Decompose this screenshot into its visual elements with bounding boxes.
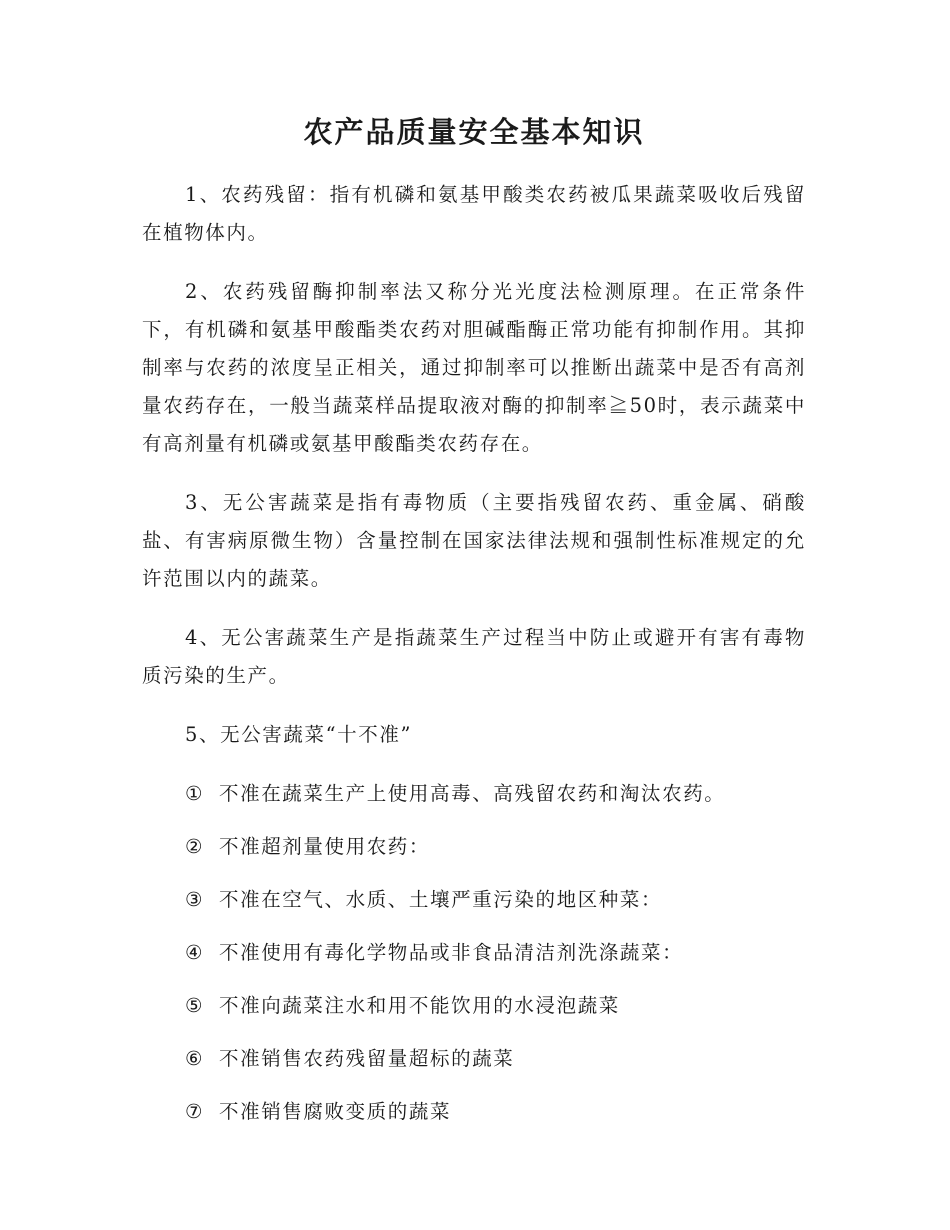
list-item-text: 不准在蔬菜生产上使用高毒、高残留农药和淘汰农药。 bbox=[219, 782, 726, 805]
list-item-text: 不准销售农药残留量超标的蔬菜 bbox=[219, 1047, 515, 1070]
paragraph-pollution-free-vegetables: 3、无公害蔬菜是指有毒物质（主要指残留农药、重金属、硝酸盐、有害病原微生物）含量控制在国家法律法规和强制性标准规定的允许范围以内的蔬菜。 bbox=[142, 491, 806, 590]
list-item bbox=[142, 987, 806, 1025]
paragraph-pollution-free-production: 4、无公害蔬菜生产是指蔬菜生产过程当中防止或避开有害有毒物质污染的生产。 bbox=[142, 626, 806, 687]
paragraph-enzyme-inhibition: 2、农药残留酶抑制率法又称分光光度法检测原理。在正常条件下，有机磷和氨基甲酸酯类农药对胆碱酯酶正常功能有抑制作用。其抑制率与农药的浓度呈正相关，通过抑制率可以推断出蔬菜中是否有高剂量农药存在，一般当蔬菜样品提取液对酶的抑制率≧50时，表示蔬菜中有高剂量有机磷或氨基甲酸酯类农药存在。 bbox=[142, 280, 806, 455]
list-item bbox=[142, 881, 806, 919]
paragraph-ten-prohibitions-heading: 5、无公害蔬菜“十不准” bbox=[185, 723, 413, 746]
paragraph-pesticide-residue: 1、农药残留：指有机磷和氨基甲酸类农药被瓜果蔬菜吸收后残留在植物体内。 bbox=[142, 183, 806, 244]
list-item-number: ⑦ bbox=[185, 1100, 205, 1123]
document-page bbox=[142, 108, 806, 1146]
list-item-text: 不准使用有毒化学物品或非食品清洁剂洗涤蔬菜： bbox=[219, 941, 684, 964]
list-item-number: ① bbox=[185, 782, 205, 805]
list-item-text: 不准超剂量使用农药： bbox=[219, 835, 431, 858]
list-item-number: ④ bbox=[185, 941, 205, 964]
list-item-number: ③ bbox=[185, 888, 205, 911]
list-item bbox=[142, 775, 806, 813]
list-item-number: ② bbox=[185, 835, 205, 858]
list-item-text: 不准销售腐败变质的蔬菜 bbox=[219, 1100, 452, 1123]
list-item bbox=[142, 828, 806, 866]
list-item bbox=[142, 1093, 806, 1131]
list-item-text: 不准在空气、水质、土壤严重污染的地区种菜： bbox=[219, 888, 663, 911]
document-title: 农产品质量安全基本知识 bbox=[303, 115, 645, 149]
list-item-number: ⑤ bbox=[185, 994, 205, 1017]
list-item bbox=[142, 1040, 806, 1078]
list-item-text: 不准向蔬菜注水和用不能饮用的水浸泡蔬菜 bbox=[219, 994, 620, 1017]
list-item-number: ⑥ bbox=[185, 1047, 205, 1070]
list-item bbox=[142, 934, 806, 972]
